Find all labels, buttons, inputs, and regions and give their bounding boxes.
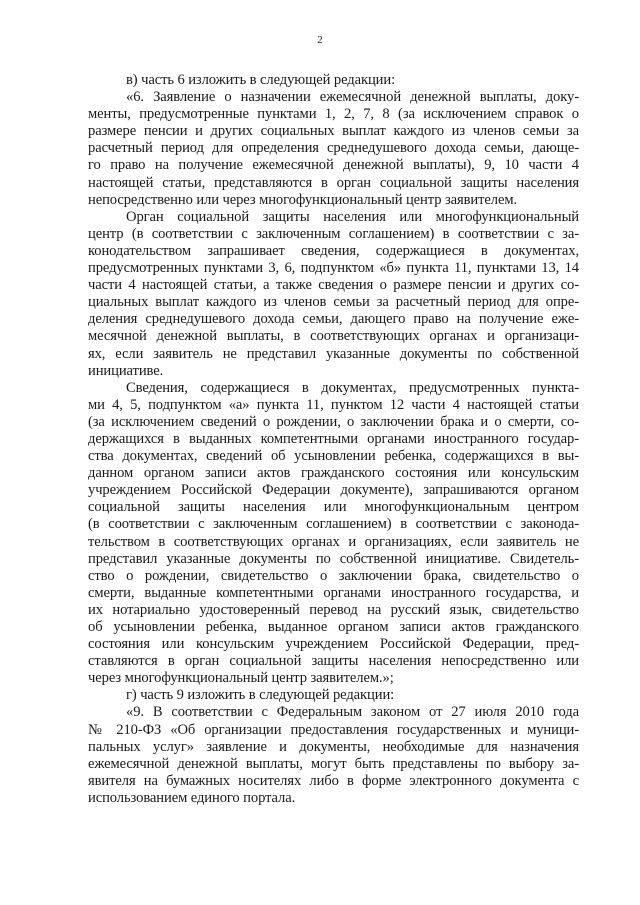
paragraph-organ-request	[88, 209, 579, 380]
text-line: центр (в соответствии с заключенным соглашением) в соответствии с за-	[88, 225, 579, 242]
text-line: «9. В соответствии с Федеральным законом от 27 июля 2010 года	[126, 704, 579, 721]
paragraph-part-6	[88, 89, 579, 209]
text-line: ми 4, 5, подпунктом «а» пункта 11, пунктом 12 части 4 настоящей статьи	[88, 396, 579, 413]
paragraph-item-g	[88, 687, 579, 704]
text-line: (в соответствии с заключенным соглашением) в соответствии с законода-	[88, 516, 579, 533]
paragraph-information	[88, 380, 579, 688]
document-body	[88, 72, 579, 807]
text-line: «6. Заявление о назначении ежемесячной денежной выплаты, доку-	[126, 89, 579, 106]
text-line: данном органом записи актов гражданского состояния или консульским	[88, 465, 579, 482]
text-line: го право на получение ежемесячной денежной выплаты), 9, 10 части 4	[88, 157, 579, 174]
text-line: тельством в соответствующих органах и организациях, если заявитель не	[88, 533, 579, 550]
text-line: непосредственно или через многофункциональный центр заявителем.	[88, 191, 518, 208]
text-line: пальных услуг» заявление и документы, необходимые для назначения	[88, 738, 579, 755]
text-line: представил указанные документы по собственной инициативе. Свидетель-	[88, 550, 579, 567]
text-line: учреждением Российской Федерации документе), запрашиваются органом	[88, 482, 579, 499]
text-line: настоящей статьи, представляются в орган социальной защиты населения	[88, 174, 579, 191]
text-line: Орган социальной защиты населения или многофункциональный	[126, 208, 579, 225]
text-line: предусмотренных пунктами 3, 6, подпунктом «б» пункта 11, пунктами 13, 14	[88, 260, 579, 277]
text-line: об усыновлении ребенка, выданное органом записи актов гражданского	[88, 619, 579, 635]
text-line: деления среднедушевого дохода семьи, дающего право на получение ежe-	[88, 311, 579, 328]
text-line: части 4 настоящей статьи, а также сведения о размере пенсии и других со-	[88, 277, 579, 294]
text-line: месячной денежной выплаты, в соответствующих органах и организаци-	[88, 328, 579, 345]
text-line: ство о рождении, свидетельство о заключении брака, свидетельство о	[88, 567, 579, 584]
text-line: размере пенсии и других социальных выплат каждого из членов семьи за	[88, 123, 579, 140]
text-line: их нотариально удостоверенный перевод на русский язык, свидетельство	[88, 601, 579, 618]
text-line: № 210-ФЗ «Об организации предоставления государственных и муници-	[88, 721, 579, 738]
text-line: социальной защиты населения или многофункциональным центром	[88, 499, 579, 516]
text-line: ства документах, сведений об усыновлении ребенка, содержащихся в вы-	[88, 448, 579, 465]
text-line: смерти, выданные компетентными органами иностранного государства, и	[88, 584, 579, 601]
text-line: ставляются в орган социальной защиты населения непосредственно или	[88, 653, 579, 670]
text-line: в) часть 6 изложить в следующей редакции:	[126, 72, 396, 88]
text-line: Сведения, содержащиеся в документах, предусмотренных пункта-	[126, 379, 579, 396]
text-line: менты, предусмотренные пунктами 1, 2, 7, 8 (за исключением справок о	[88, 106, 579, 123]
text-line: конодательством запрашивает сведения, содержащиеся в документах,	[88, 242, 579, 259]
text-line: явителя на бумажных носителях либо в форме электронного документа с	[88, 772, 579, 789]
text-line: инициативе.	[88, 362, 164, 379]
text-line: (за исключением сведений о рождении, о заключении брака и о смерти, со-	[88, 413, 579, 430]
text-line: ежемесячной денежной выплаты, могут быть представлены по выбору за-	[88, 755, 579, 772]
paragraph-part-9	[88, 704, 579, 807]
text-line: держащихся в выданных компетентными органами иностранного государ-	[88, 430, 579, 447]
text-line: через многофункциональный центр заявителем.»;	[88, 670, 394, 687]
text-line: ях, если заявитель не представил указанные документы по собственной	[88, 345, 579, 362]
paragraph-item-v	[88, 72, 579, 89]
text-line: г) часть 9 изложить в следующей редакции:	[126, 687, 395, 704]
text-line: расчетный период для определения среднедушевого дохода семьи, дающе-	[88, 140, 579, 157]
text-line: циальных выплат каждого из членов семьи за расчетный период для опре-	[88, 294, 579, 311]
page-number: 2	[317, 34, 323, 46]
text-line: использованием единого портала.	[88, 789, 296, 806]
text-line: состояния или консульским учреждением Российской Федерации, пред-	[88, 636, 579, 653]
